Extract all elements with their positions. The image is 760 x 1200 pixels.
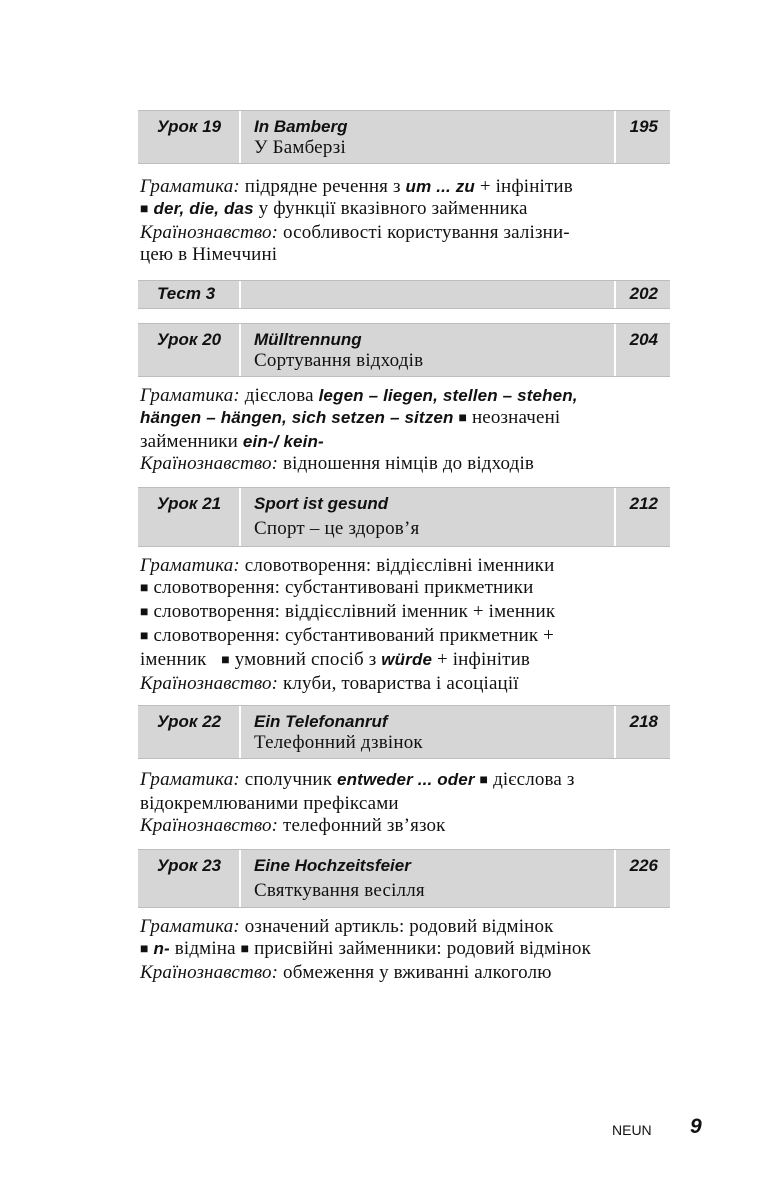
grammar-label: Граматика:	[140, 555, 240, 576]
culture-label: Країнознавство:	[140, 453, 279, 474]
bullet-square: ■	[221, 653, 230, 668]
bullet-square: ■	[240, 942, 250, 957]
unit-20-description: Граматика: дієслова legen – liegen, stellen – stehen, hängen – hängen, sich setzen – sitzen ■ неозначені займенники ein-/ kein- Країнознавство: відношення німців до відходів	[140, 385, 578, 474]
test-3-header	[138, 280, 670, 309]
unit-page: 195	[629, 117, 658, 136]
unit-page: 226	[629, 856, 658, 875]
unit-20-header	[138, 323, 670, 377]
unit-label: Тест 3	[157, 284, 216, 303]
unit-subtitle: Телефонний дзвінок	[254, 732, 423, 753]
bullet-square: ■	[140, 605, 149, 620]
unit-23-header	[138, 849, 670, 908]
unit-21-description: Граматика: словотворення: віддієслівні іменники ■ словотворення: субстантивовані прикметники ■ словотворення: віддієслівний іменник + іменник ■ словотворення: субстантивований прикметник + іменник ■ умовний спосіб з würde + інфінітив Країнознавство: клуби, товариства і асоціації	[140, 555, 556, 694]
unit-19-description: Граматика: підрядне речення з um ... zu + інфінітив ■ der, die, das у функції вказівного займенника Країнознавство: особливості користування залізни- цею в Німеччині	[140, 176, 573, 265]
bullet-square: ■	[479, 773, 489, 788]
unit-label: Урок 23	[157, 856, 222, 875]
unit-title: Eine Hochzeitsfeier	[254, 856, 411, 875]
footer-page-number: 9	[690, 1115, 702, 1138]
bullet-square: ■	[140, 629, 149, 644]
culture-label: Країнознавство:	[140, 222, 279, 243]
table-of-contents	[138, 110, 670, 984]
culture-label: Країнознавство:	[140, 673, 279, 694]
unit-label: Урок 22	[157, 712, 222, 731]
unit-page: 218	[629, 712, 658, 731]
footer-page-word: NEUN	[612, 1122, 652, 1138]
culture-label: Країнознавство:	[140, 962, 279, 983]
bullet-square: ■	[458, 411, 468, 426]
unit-page: 212	[629, 494, 658, 513]
unit-subtitle: Спорт – це здоров’я	[254, 518, 420, 539]
culture-label: Країнознавство:	[140, 815, 279, 836]
unit-subtitle: Святкування весілля	[254, 880, 425, 901]
grammar-label: Граматика:	[140, 916, 240, 937]
bullet-square: ■	[140, 581, 149, 596]
unit-label: Урок 21	[157, 494, 222, 513]
bullet-square: ■	[140, 202, 149, 217]
grammar-label: Граматика:	[140, 385, 240, 406]
unit-title: In Bamberg	[254, 117, 348, 136]
unit-label: Урок 19	[157, 117, 222, 136]
unit-title: Sport ist gesund	[254, 494, 389, 513]
unit-page: 202	[629, 284, 658, 303]
unit-22-header	[138, 705, 670, 759]
unit-21-header	[138, 487, 670, 547]
unit-23-description: Граматика: означений артикль: родовий відмінок ■ n- відміна ■ присвійні займенники: родовий відмінок Країнознавство: обмеження у вживанні алкоголю	[140, 916, 591, 983]
unit-title: Ein Telefonanruf	[254, 712, 388, 731]
unit-label: Урок 20	[157, 330, 222, 349]
grammar-label: Граматика:	[140, 176, 240, 197]
grammar-label: Граматика:	[140, 769, 240, 790]
unit-subtitle: Сортування відходів	[254, 350, 424, 371]
unit-title: Mülltrennung	[254, 330, 362, 349]
bullet-square: ■	[140, 942, 149, 957]
unit-19-header	[138, 110, 670, 164]
unit-page: 204	[629, 330, 658, 349]
unit-22-description: Граматика: сполучник entweder ... oder ■ дієслова з відокремлюваними префіксами Країнознавство: телефонний зв’язок	[140, 769, 575, 836]
unit-subtitle: У Бамберзі	[254, 137, 346, 158]
